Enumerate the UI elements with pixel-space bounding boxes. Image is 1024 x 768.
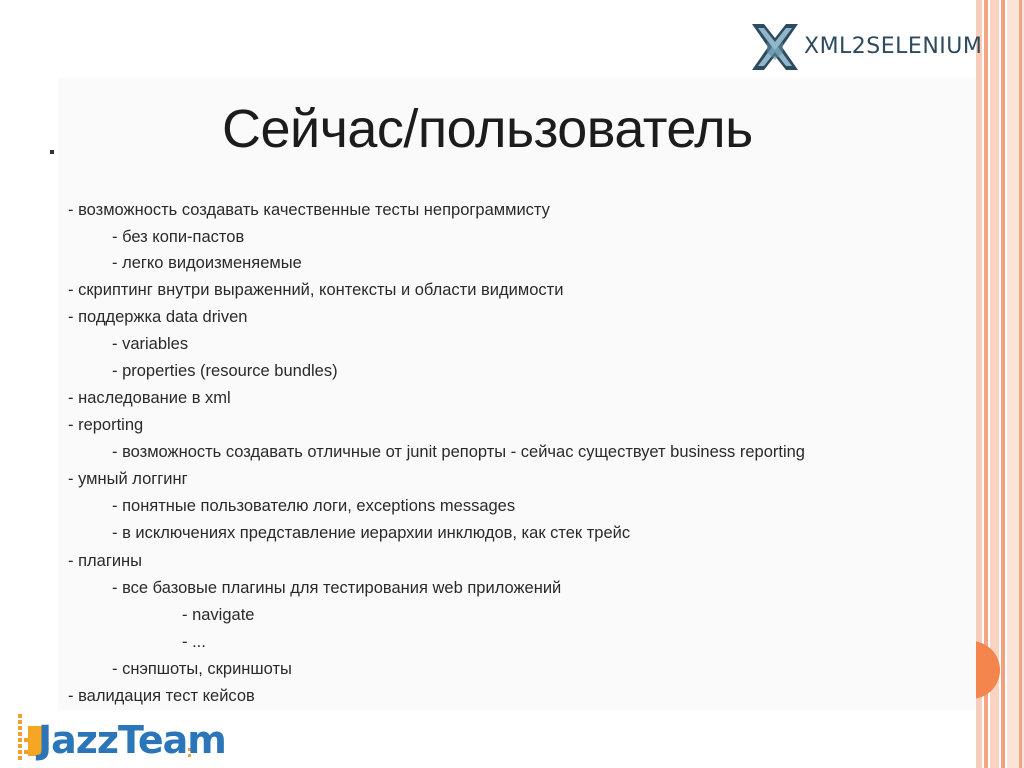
list-item: - снэпшоты, скриншоты [112,660,292,678]
slide-title: Сейчас/пользователь [222,99,753,159]
list-item: - navigate [182,606,255,624]
decor-stripe [1001,0,1005,768]
list-item: - ... [182,633,206,651]
list-item: - reporting [68,416,144,434]
list-item: - в исключениях представление иерархии инклюдов, как стек трейс [112,524,631,542]
x-logo-icon [750,22,800,72]
list-item: - умный логгинг [68,470,188,488]
list-item: - возможность создавать отличные от junit репорты - сейчас существует business reporting [112,443,805,461]
decor-stripe [1019,0,1022,768]
list-item: - скриптинг внутри выраженний, контексты и области видимости [68,281,564,299]
list-item: - возможность создавать качественные тесты непрограммисту [68,201,550,219]
list-item: - легко видоизменяемые [112,254,302,272]
list-item: - поддержка data driven [68,308,248,326]
xml2selenium-logo-text: XML2SELENIUM [804,34,983,59]
xml2selenium-logo [750,22,983,74]
list-item: - валидация тест кейсов [68,687,255,705]
jazzteam-logo-text: JazzTeam [38,718,226,762]
list-item: - variables [112,335,189,353]
list-item: - плагины [68,552,143,570]
list-item: - понятные пользователю логи, exceptions messages [112,497,516,515]
decor-bullet [50,150,54,154]
list-item: - наследование в xml [68,389,231,407]
list-item: - properties (resource bundles) [112,362,338,380]
jazzteam-logo [12,706,226,768]
list-item: - все базовые плагины для тестирования web приложений [112,579,562,597]
list-item: - без копи-пастов [112,228,245,246]
